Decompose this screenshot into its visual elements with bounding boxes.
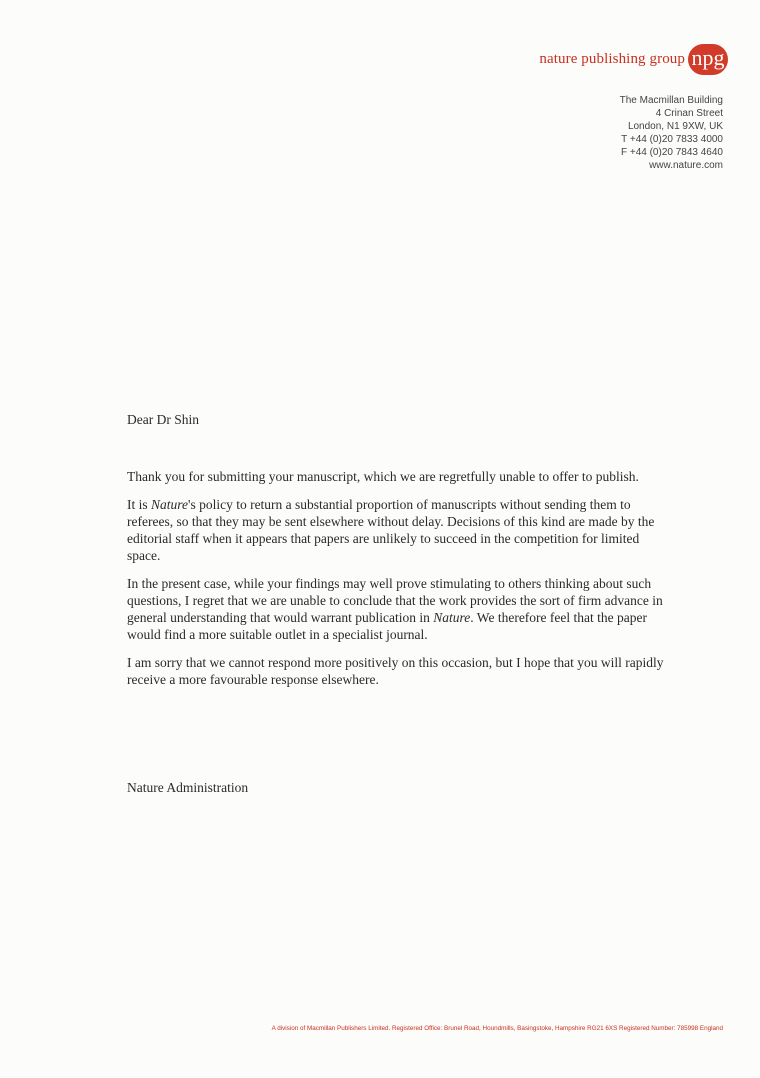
p2-prefix: It is <box>127 497 152 512</box>
address-line: London, N1 9XW, UK <box>627 121 723 132</box>
paragraph-3 <box>127 575 667 643</box>
salutation: Dear Dr Shin <box>127 412 199 427</box>
paragraph-4: I am sorry that we cannot respond more positively on this occasion, but I hope that you will rapidly receive a more favourable response elsewhere. <box>127 655 664 687</box>
journal-name: Nature <box>433 610 471 625</box>
journal-name: Nature <box>151 497 189 512</box>
address-line: The Macmillan Building <box>619 95 723 106</box>
p2-rest: 's policy to return a substantial proportion of manuscripts without sending them to referees, so that they may be sent elsewhere without delay. Decisions of this kind are made by the editorial staff when it appears that papers are unlikely to succeed in the competition for limited space. <box>127 497 655 563</box>
website-line: www.nature.com <box>649 160 723 171</box>
phone-line: T +44 (0)20 7833 4000 <box>621 134 723 145</box>
paragraph-2 <box>127 496 667 564</box>
p3-main: In the present case, while your findings may well prove stimulating to others thinking about such questions, I regret that we are unable to conclude that the work provides the sort of firm advance in general understanding that would warrant publication in <box>127 576 663 625</box>
logo-text: nature publishing group <box>539 51 685 67</box>
letter-body <box>127 468 667 699</box>
npg-logo <box>539 44 728 75</box>
footer-registration: A division of Macmillan Publishers Limited. Registered Office: Brunel Road, Houndmills, Basingstoke, Hampshire RG21 6XS Registered Number: 785998 England <box>271 1025 723 1032</box>
fax-line: F +44 (0)20 7843 4640 <box>620 147 723 158</box>
p3-rest: . We therefore feel that the paper would find a more suitable outlet in a specialist journal. <box>127 610 647 642</box>
sender-address <box>620 94 723 172</box>
logo-badge: npg <box>688 44 728 75</box>
signature: Nature Administration <box>127 780 249 795</box>
paragraph-1: Thank you for submitting your manuscript, which we are regretfully unable to offer to publish. <box>127 469 639 484</box>
address-line: 4 Crinan Street <box>655 108 723 119</box>
